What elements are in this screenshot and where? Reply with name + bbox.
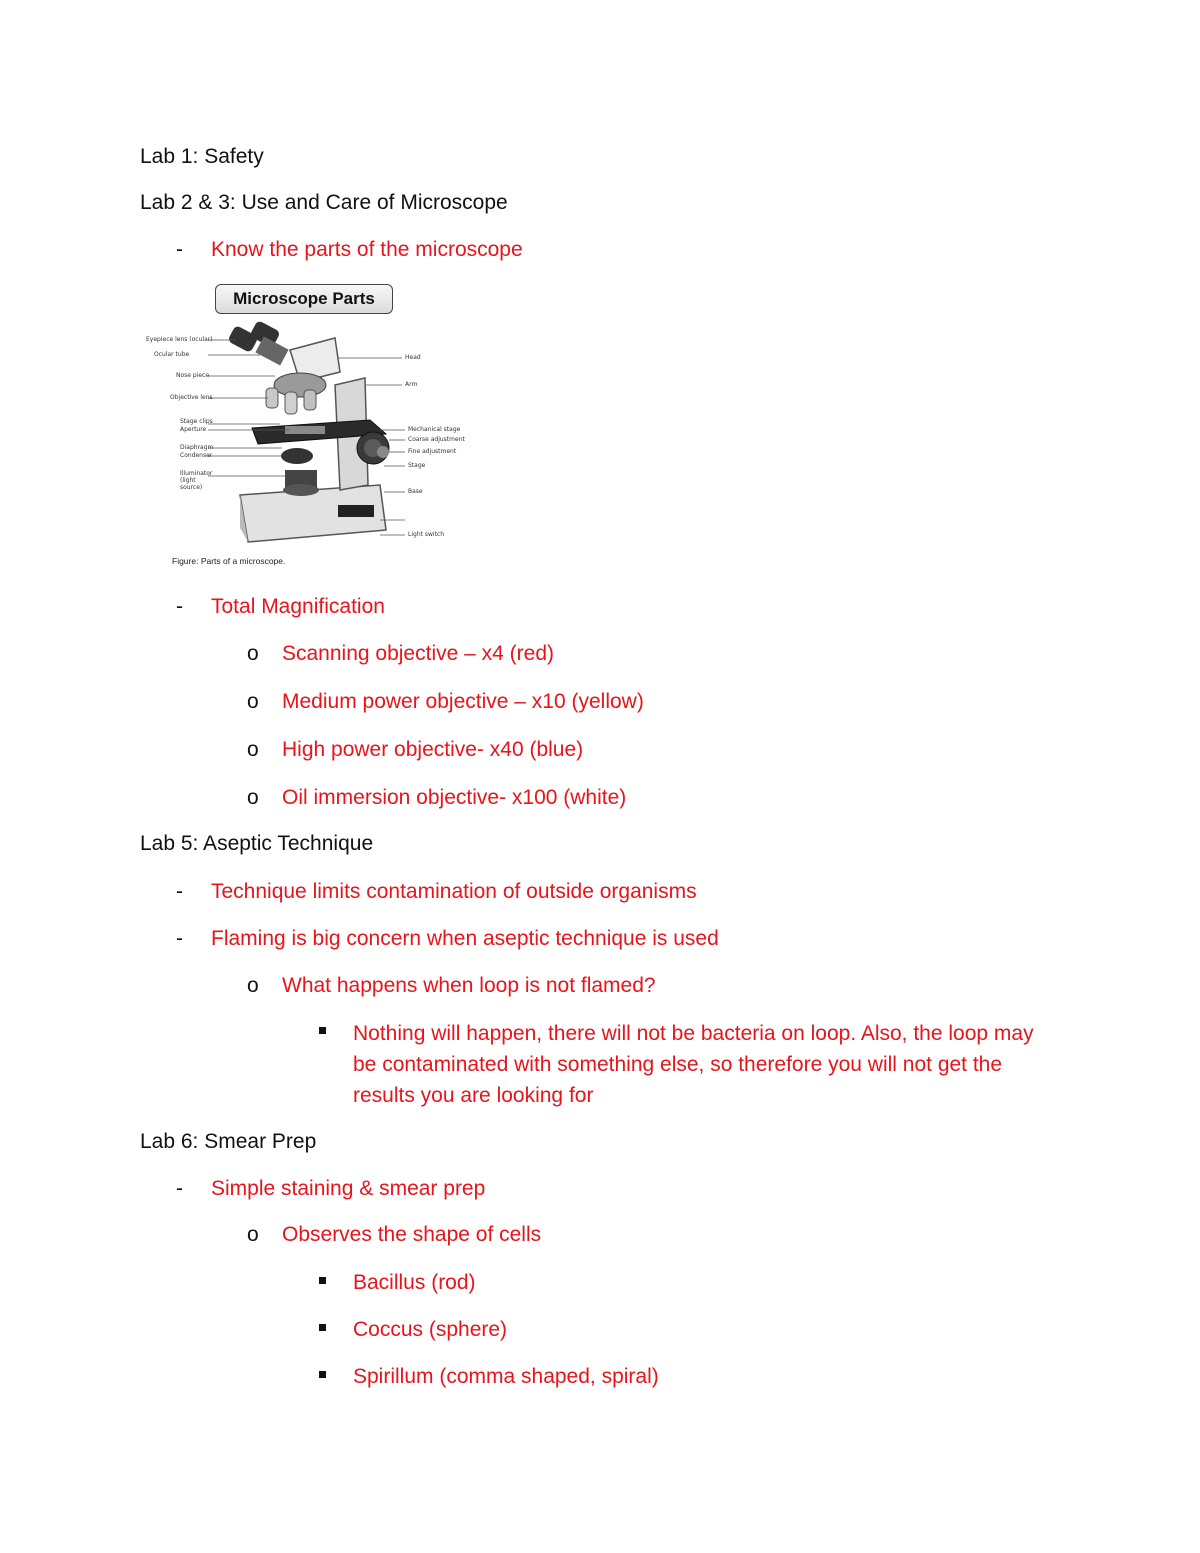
circle-bullet: o <box>247 1223 259 1246</box>
know-parts-item: Know the parts of the microscope <box>211 238 523 261</box>
smear-item: Simple staining & smear prep <box>211 1177 486 1200</box>
label-arm: Arm <box>405 381 418 388</box>
square-bullet-icon <box>319 1371 326 1378</box>
label-condenser: Condenser <box>180 452 213 459</box>
label-light-switch: Light switch <box>408 531 445 538</box>
circle-bullet: o <box>247 738 259 761</box>
shape-bacillus: Bacillus (rod) <box>353 1271 476 1294</box>
circle-bullet: o <box>247 974 259 997</box>
dash-bullet: - <box>176 880 183 903</box>
smear-subitem: Observes the shape of cells <box>282 1223 542 1246</box>
label-fine-adjustment: Fine adjustment <box>408 448 457 455</box>
objective-medium: Medium power objective – x10 (yellow) <box>282 690 644 713</box>
square-bullet-icon <box>319 1277 326 1284</box>
lab6-heading: Lab 6: Smear Prep <box>140 1130 317 1153</box>
figure-title: Microscope Parts <box>215 284 393 314</box>
lab1-heading: Lab 1: Safety <box>140 145 264 168</box>
figure-caption: Figure: Parts of a microscope. <box>172 556 286 566</box>
objective-high: High power objective- x40 (blue) <box>282 738 584 761</box>
square-bullet-icon <box>319 1324 326 1331</box>
dash-bullet: - <box>176 1177 183 1200</box>
aseptic-item-2: Flaming is big concern when aseptic technique is used <box>211 927 719 950</box>
label-mechanical-stage: Mechanical stage <box>408 426 461 433</box>
lab5-heading: Lab 5: Aseptic Technique <box>140 832 374 855</box>
objective-scanning: Scanning objective – x4 (red) <box>282 642 554 665</box>
shape-spirillum: Spirillum (comma shaped, spiral) <box>353 1365 659 1388</box>
aseptic-answer: Nothing will happen, there will not be bacteria on loop. Also, the loop may be contaminated with something else, so therefore you will not get the results you are looking for <box>353 1022 1034 1107</box>
microscope-figure <box>140 280 480 570</box>
label-diaphragm: Diaphragm <box>180 444 214 451</box>
label-illuminator: Illuminator (light source) <box>180 470 213 491</box>
label-aperture: Aperture <box>180 426 207 433</box>
label-stage: Stage <box>408 462 426 469</box>
label-head: Head <box>405 354 421 361</box>
aseptic-question: What happens when loop is not flamed? <box>282 974 656 997</box>
label-stage-clips: Stage clips <box>180 418 213 425</box>
dash-bullet: - <box>176 595 183 618</box>
circle-bullet: o <box>247 690 259 713</box>
lab23-heading: Lab 2 & 3: Use and Care of Microscope <box>140 191 508 214</box>
dash-bullet: - <box>176 927 183 950</box>
total-magnification-item: Total Magnification <box>211 595 385 618</box>
label-coarse-adjustment: Coarse adjustment <box>408 436 465 443</box>
label-eyepiece: Eyepiece lens (ocular) <box>146 336 213 343</box>
aseptic-item-1: Technique limits contamination of outside organisms <box>211 880 697 903</box>
circle-bullet: o <box>247 642 259 665</box>
shape-coccus: Coccus (sphere) <box>353 1318 508 1341</box>
label-objective: Objective lens <box>170 394 213 401</box>
label-base: Base <box>408 488 423 495</box>
circle-bullet: o <box>247 786 259 809</box>
objective-oil: Oil immersion objective- x100 (white) <box>282 786 627 809</box>
dash-bullet: - <box>176 238 183 261</box>
label-nosepiece: Nose piece <box>176 372 210 379</box>
square-bullet-icon <box>319 1027 326 1034</box>
label-ocular-tube: Ocular tube <box>154 351 190 358</box>
microscope-illustration <box>140 280 480 570</box>
